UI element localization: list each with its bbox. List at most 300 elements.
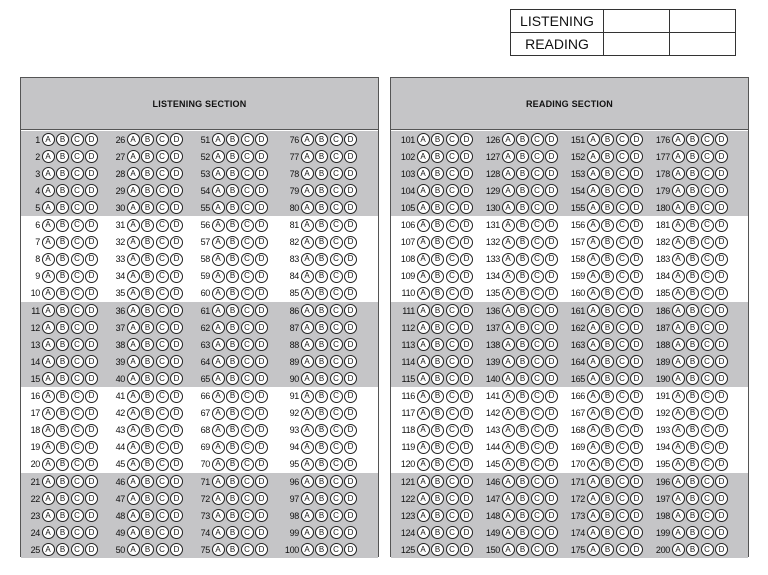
- answer-bubble-b[interactable]: B: [516, 150, 529, 163]
- answer-bubble-d[interactable]: D: [545, 424, 558, 437]
- answer-bubble-a[interactable]: A: [587, 236, 600, 249]
- answer-bubble-b[interactable]: B: [56, 201, 69, 214]
- answer-bubble-d[interactable]: D: [460, 509, 473, 522]
- answer-bubble-d[interactable]: D: [715, 492, 728, 505]
- answer-bubble-c[interactable]: C: [156, 304, 169, 317]
- answer-bubble-a[interactable]: A: [127, 167, 140, 180]
- answer-bubble-a[interactable]: A: [672, 338, 685, 351]
- answer-bubble-a[interactable]: A: [502, 424, 515, 437]
- answer-bubble-b[interactable]: B: [686, 167, 699, 180]
- answer-bubble-c[interactable]: C: [531, 133, 544, 146]
- answer-bubble-a[interactable]: A: [672, 492, 685, 505]
- answer-bubble-c[interactable]: C: [531, 441, 544, 454]
- answer-bubble-b[interactable]: B: [315, 509, 328, 522]
- answer-bubble-b[interactable]: B: [431, 543, 444, 556]
- answer-bubble-c[interactable]: C: [616, 287, 629, 300]
- answer-bubble-c[interactable]: C: [446, 543, 459, 556]
- answer-bubble-d[interactable]: D: [460, 167, 473, 180]
- answer-bubble-c[interactable]: C: [330, 219, 343, 232]
- answer-bubble-c[interactable]: C: [241, 509, 254, 522]
- answer-bubble-a[interactable]: A: [417, 390, 430, 403]
- answer-bubble-a[interactable]: A: [417, 219, 430, 232]
- answer-bubble-b[interactable]: B: [516, 304, 529, 317]
- answer-bubble-c[interactable]: C: [701, 167, 714, 180]
- answer-bubble-d[interactable]: D: [715, 407, 728, 420]
- answer-bubble-b[interactable]: B: [601, 184, 614, 197]
- answer-bubble-d[interactable]: D: [715, 270, 728, 283]
- answer-bubble-a[interactable]: A: [502, 167, 515, 180]
- answer-bubble-a[interactable]: A: [301, 304, 314, 317]
- answer-bubble-c[interactable]: C: [616, 201, 629, 214]
- answer-bubble-d[interactable]: D: [255, 236, 268, 249]
- answer-bubble-d[interactable]: D: [344, 150, 357, 163]
- answer-bubble-c[interactable]: C: [156, 219, 169, 232]
- answer-bubble-b[interactable]: B: [601, 201, 614, 214]
- answer-bubble-c[interactable]: C: [71, 492, 84, 505]
- answer-bubble-c[interactable]: C: [616, 270, 629, 283]
- answer-bubble-b[interactable]: B: [226, 338, 239, 351]
- answer-bubble-a[interactable]: A: [42, 270, 55, 283]
- answer-bubble-c[interactable]: C: [531, 304, 544, 317]
- answer-bubble-b[interactable]: B: [315, 372, 328, 385]
- answer-bubble-a[interactable]: A: [42, 355, 55, 368]
- answer-bubble-b[interactable]: B: [56, 321, 69, 334]
- answer-bubble-b[interactable]: B: [315, 270, 328, 283]
- answer-bubble-a[interactable]: A: [587, 201, 600, 214]
- answer-bubble-c[interactable]: C: [71, 526, 84, 539]
- answer-bubble-c[interactable]: C: [71, 407, 84, 420]
- answer-bubble-a[interactable]: A: [417, 321, 430, 334]
- answer-bubble-a[interactable]: A: [672, 287, 685, 300]
- answer-bubble-b[interactable]: B: [56, 287, 69, 300]
- answer-bubble-a[interactable]: A: [212, 184, 225, 197]
- answer-bubble-c[interactable]: C: [330, 526, 343, 539]
- answer-bubble-c[interactable]: C: [446, 492, 459, 505]
- answer-bubble-b[interactable]: B: [56, 167, 69, 180]
- answer-bubble-c[interactable]: C: [531, 184, 544, 197]
- answer-bubble-a[interactable]: A: [502, 492, 515, 505]
- answer-bubble-c[interactable]: C: [616, 253, 629, 266]
- answer-bubble-b[interactable]: B: [315, 184, 328, 197]
- answer-bubble-a[interactable]: A: [301, 475, 314, 488]
- answer-bubble-d[interactable]: D: [460, 458, 473, 471]
- answer-bubble-d[interactable]: D: [630, 338, 643, 351]
- answer-bubble-d[interactable]: D: [255, 458, 268, 471]
- answer-bubble-b[interactable]: B: [601, 390, 614, 403]
- answer-bubble-a[interactable]: A: [417, 253, 430, 266]
- answer-bubble-a[interactable]: A: [417, 270, 430, 283]
- answer-bubble-a[interactable]: A: [502, 458, 515, 471]
- answer-bubble-b[interactable]: B: [601, 355, 614, 368]
- answer-bubble-b[interactable]: B: [686, 201, 699, 214]
- answer-bubble-b[interactable]: B: [141, 475, 154, 488]
- answer-bubble-d[interactable]: D: [545, 475, 558, 488]
- answer-bubble-d[interactable]: D: [545, 167, 558, 180]
- answer-bubble-b[interactable]: B: [601, 492, 614, 505]
- answer-bubble-d[interactable]: D: [170, 509, 183, 522]
- answer-bubble-c[interactable]: C: [330, 338, 343, 351]
- answer-bubble-a[interactable]: A: [301, 424, 314, 437]
- answer-bubble-d[interactable]: D: [460, 355, 473, 368]
- answer-bubble-d[interactable]: D: [255, 390, 268, 403]
- answer-bubble-b[interactable]: B: [431, 390, 444, 403]
- answer-bubble-b[interactable]: B: [56, 338, 69, 351]
- answer-bubble-b[interactable]: B: [686, 390, 699, 403]
- answer-bubble-d[interactable]: D: [344, 372, 357, 385]
- answer-bubble-c[interactable]: C: [701, 338, 714, 351]
- answer-bubble-b[interactable]: B: [686, 338, 699, 351]
- answer-bubble-c[interactable]: C: [531, 219, 544, 232]
- answer-bubble-c[interactable]: C: [241, 372, 254, 385]
- answer-bubble-c[interactable]: C: [446, 133, 459, 146]
- answer-bubble-a[interactable]: A: [502, 133, 515, 146]
- answer-bubble-c[interactable]: C: [446, 150, 459, 163]
- answer-bubble-c[interactable]: C: [156, 133, 169, 146]
- answer-bubble-b[interactable]: B: [686, 150, 699, 163]
- answer-bubble-a[interactable]: A: [502, 287, 515, 300]
- answer-bubble-b[interactable]: B: [431, 304, 444, 317]
- answer-bubble-b[interactable]: B: [516, 424, 529, 437]
- answer-bubble-c[interactable]: C: [330, 236, 343, 249]
- answer-bubble-d[interactable]: D: [85, 407, 98, 420]
- answer-bubble-b[interactable]: B: [686, 372, 699, 385]
- answer-bubble-a[interactable]: A: [672, 355, 685, 368]
- answer-bubble-c[interactable]: C: [531, 150, 544, 163]
- answer-bubble-a[interactable]: A: [301, 321, 314, 334]
- answer-bubble-a[interactable]: A: [127, 304, 140, 317]
- answer-bubble-d[interactable]: D: [85, 424, 98, 437]
- answer-bubble-b[interactable]: B: [315, 219, 328, 232]
- answer-bubble-b[interactable]: B: [141, 321, 154, 334]
- answer-bubble-d[interactable]: D: [344, 407, 357, 420]
- answer-bubble-a[interactable]: A: [587, 543, 600, 556]
- answer-bubble-c[interactable]: C: [330, 492, 343, 505]
- answer-bubble-a[interactable]: A: [587, 338, 600, 351]
- answer-bubble-b[interactable]: B: [686, 219, 699, 232]
- answer-bubble-c[interactable]: C: [241, 304, 254, 317]
- answer-bubble-d[interactable]: D: [85, 184, 98, 197]
- answer-bubble-c[interactable]: C: [330, 543, 343, 556]
- answer-bubble-a[interactable]: A: [301, 441, 314, 454]
- answer-bubble-a[interactable]: A: [672, 167, 685, 180]
- answer-bubble-c[interactable]: C: [71, 458, 84, 471]
- answer-bubble-b[interactable]: B: [315, 492, 328, 505]
- answer-bubble-a[interactable]: A: [672, 133, 685, 146]
- answer-bubble-a[interactable]: A: [502, 526, 515, 539]
- answer-bubble-d[interactable]: D: [715, 441, 728, 454]
- answer-bubble-a[interactable]: A: [587, 509, 600, 522]
- answer-bubble-a[interactable]: A: [127, 201, 140, 214]
- answer-bubble-a[interactable]: A: [212, 407, 225, 420]
- answer-bubble-a[interactable]: A: [587, 458, 600, 471]
- answer-bubble-b[interactable]: B: [516, 355, 529, 368]
- answer-bubble-c[interactable]: C: [330, 321, 343, 334]
- answer-bubble-d[interactable]: D: [85, 338, 98, 351]
- answer-bubble-d[interactable]: D: [170, 253, 183, 266]
- answer-bubble-d[interactable]: D: [460, 133, 473, 146]
- answer-bubble-c[interactable]: C: [156, 321, 169, 334]
- answer-bubble-c[interactable]: C: [701, 355, 714, 368]
- answer-bubble-c[interactable]: C: [330, 441, 343, 454]
- answer-bubble-b[interactable]: B: [141, 184, 154, 197]
- answer-bubble-b[interactable]: B: [141, 150, 154, 163]
- answer-bubble-b[interactable]: B: [315, 475, 328, 488]
- answer-bubble-c[interactable]: C: [156, 543, 169, 556]
- answer-bubble-c[interactable]: C: [71, 372, 84, 385]
- answer-bubble-d[interactable]: D: [255, 150, 268, 163]
- answer-bubble-c[interactable]: C: [616, 441, 629, 454]
- answer-bubble-a[interactable]: A: [417, 184, 430, 197]
- answer-bubble-c[interactable]: C: [446, 458, 459, 471]
- answer-bubble-d[interactable]: D: [344, 167, 357, 180]
- answer-bubble-c[interactable]: C: [330, 475, 343, 488]
- answer-bubble-a[interactable]: A: [301, 526, 314, 539]
- answer-bubble-b[interactable]: B: [601, 338, 614, 351]
- answer-bubble-b[interactable]: B: [686, 355, 699, 368]
- answer-bubble-c[interactable]: C: [616, 509, 629, 522]
- answer-bubble-b[interactable]: B: [431, 526, 444, 539]
- answer-bubble-a[interactable]: A: [42, 441, 55, 454]
- answer-bubble-b[interactable]: B: [516, 253, 529, 266]
- answer-bubble-d[interactable]: D: [85, 133, 98, 146]
- answer-bubble-b[interactable]: B: [56, 543, 69, 556]
- answer-bubble-d[interactable]: D: [344, 253, 357, 266]
- answer-bubble-b[interactable]: B: [141, 543, 154, 556]
- answer-bubble-c[interactable]: C: [701, 253, 714, 266]
- answer-bubble-a[interactable]: A: [587, 133, 600, 146]
- answer-bubble-d[interactable]: D: [630, 287, 643, 300]
- answer-bubble-b[interactable]: B: [226, 321, 239, 334]
- answer-bubble-a[interactable]: A: [42, 236, 55, 249]
- answer-bubble-d[interactable]: D: [715, 304, 728, 317]
- answer-bubble-b[interactable]: B: [56, 304, 69, 317]
- answer-bubble-c[interactable]: C: [241, 236, 254, 249]
- answer-bubble-c[interactable]: C: [531, 407, 544, 420]
- answer-bubble-c[interactable]: C: [330, 509, 343, 522]
- answer-bubble-d[interactable]: D: [255, 355, 268, 368]
- answer-bubble-a[interactable]: A: [42, 424, 55, 437]
- answer-bubble-a[interactable]: A: [672, 424, 685, 437]
- answer-bubble-a[interactable]: A: [587, 390, 600, 403]
- answer-bubble-b[interactable]: B: [516, 509, 529, 522]
- answer-bubble-a[interactable]: A: [417, 338, 430, 351]
- answer-bubble-b[interactable]: B: [601, 458, 614, 471]
- answer-bubble-c[interactable]: C: [71, 167, 84, 180]
- answer-bubble-d[interactable]: D: [460, 407, 473, 420]
- answer-bubble-a[interactable]: A: [587, 526, 600, 539]
- answer-bubble-d[interactable]: D: [170, 150, 183, 163]
- answer-bubble-a[interactable]: A: [212, 390, 225, 403]
- answer-bubble-b[interactable]: B: [56, 441, 69, 454]
- answer-bubble-d[interactable]: D: [255, 407, 268, 420]
- answer-bubble-c[interactable]: C: [701, 321, 714, 334]
- answer-bubble-c[interactable]: C: [446, 372, 459, 385]
- answer-bubble-d[interactable]: D: [630, 184, 643, 197]
- answer-bubble-d[interactable]: D: [460, 287, 473, 300]
- answer-bubble-b[interactable]: B: [56, 150, 69, 163]
- answer-bubble-c[interactable]: C: [531, 287, 544, 300]
- answer-bubble-d[interactable]: D: [460, 304, 473, 317]
- answer-bubble-b[interactable]: B: [226, 509, 239, 522]
- answer-bubble-b[interactable]: B: [601, 543, 614, 556]
- answer-bubble-a[interactable]: A: [502, 219, 515, 232]
- answer-bubble-c[interactable]: C: [446, 219, 459, 232]
- answer-bubble-c[interactable]: C: [616, 424, 629, 437]
- answer-bubble-b[interactable]: B: [431, 458, 444, 471]
- answer-bubble-d[interactable]: D: [85, 441, 98, 454]
- answer-bubble-a[interactable]: A: [672, 390, 685, 403]
- answer-bubble-a[interactable]: A: [502, 321, 515, 334]
- answer-bubble-d[interactable]: D: [344, 424, 357, 437]
- answer-bubble-c[interactable]: C: [616, 543, 629, 556]
- answer-bubble-b[interactable]: B: [315, 167, 328, 180]
- answer-bubble-c[interactable]: C: [71, 475, 84, 488]
- answer-bubble-a[interactable]: A: [301, 407, 314, 420]
- answer-bubble-b[interactable]: B: [315, 133, 328, 146]
- answer-bubble-b[interactable]: B: [516, 372, 529, 385]
- answer-bubble-c[interactable]: C: [446, 304, 459, 317]
- answer-bubble-b[interactable]: B: [141, 441, 154, 454]
- answer-bubble-d[interactable]: D: [545, 509, 558, 522]
- answer-bubble-a[interactable]: A: [502, 390, 515, 403]
- answer-bubble-b[interactable]: B: [601, 441, 614, 454]
- answer-bubble-d[interactable]: D: [715, 287, 728, 300]
- answer-bubble-d[interactable]: D: [630, 441, 643, 454]
- answer-bubble-b[interactable]: B: [686, 287, 699, 300]
- answer-bubble-c[interactable]: C: [701, 287, 714, 300]
- answer-bubble-d[interactable]: D: [715, 509, 728, 522]
- answer-bubble-d[interactable]: D: [344, 492, 357, 505]
- answer-bubble-a[interactable]: A: [502, 201, 515, 214]
- answer-bubble-b[interactable]: B: [516, 458, 529, 471]
- answer-bubble-d[interactable]: D: [545, 150, 558, 163]
- answer-bubble-a[interactable]: A: [42, 219, 55, 232]
- answer-bubble-d[interactable]: D: [460, 424, 473, 437]
- answer-bubble-b[interactable]: B: [601, 150, 614, 163]
- answer-bubble-d[interactable]: D: [630, 321, 643, 334]
- answer-bubble-d[interactable]: D: [460, 184, 473, 197]
- answer-bubble-b[interactable]: B: [516, 390, 529, 403]
- answer-bubble-a[interactable]: A: [587, 441, 600, 454]
- answer-bubble-a[interactable]: A: [301, 492, 314, 505]
- answer-bubble-b[interactable]: B: [141, 287, 154, 300]
- answer-bubble-a[interactable]: A: [212, 287, 225, 300]
- answer-bubble-a[interactable]: A: [212, 372, 225, 385]
- answer-bubble-a[interactable]: A: [672, 270, 685, 283]
- answer-bubble-a[interactable]: A: [502, 150, 515, 163]
- answer-bubble-a[interactable]: A: [212, 201, 225, 214]
- answer-bubble-a[interactable]: A: [301, 372, 314, 385]
- answer-bubble-c[interactable]: C: [156, 253, 169, 266]
- answer-bubble-c[interactable]: C: [531, 390, 544, 403]
- answer-bubble-d[interactable]: D: [545, 441, 558, 454]
- answer-bubble-a[interactable]: A: [417, 372, 430, 385]
- answer-bubble-b[interactable]: B: [431, 150, 444, 163]
- answer-bubble-b[interactable]: B: [315, 441, 328, 454]
- answer-bubble-d[interactable]: D: [85, 355, 98, 368]
- answer-bubble-a[interactable]: A: [502, 372, 515, 385]
- answer-bubble-b[interactable]: B: [141, 219, 154, 232]
- answer-bubble-b[interactable]: B: [226, 167, 239, 180]
- answer-bubble-d[interactable]: D: [545, 270, 558, 283]
- answer-bubble-a[interactable]: A: [672, 321, 685, 334]
- answer-bubble-c[interactable]: C: [156, 372, 169, 385]
- answer-bubble-b[interactable]: B: [226, 458, 239, 471]
- answer-bubble-d[interactable]: D: [255, 475, 268, 488]
- answer-bubble-b[interactable]: B: [56, 133, 69, 146]
- answer-bubble-c[interactable]: C: [156, 338, 169, 351]
- answer-bubble-d[interactable]: D: [630, 492, 643, 505]
- answer-bubble-b[interactable]: B: [601, 133, 614, 146]
- answer-bubble-d[interactable]: D: [344, 219, 357, 232]
- answer-bubble-a[interactable]: A: [417, 150, 430, 163]
- answer-bubble-b[interactable]: B: [315, 321, 328, 334]
- answer-bubble-b[interactable]: B: [141, 201, 154, 214]
- answer-bubble-c[interactable]: C: [446, 407, 459, 420]
- answer-bubble-a[interactable]: A: [301, 543, 314, 556]
- answer-bubble-a[interactable]: A: [502, 407, 515, 420]
- answer-bubble-d[interactable]: D: [545, 201, 558, 214]
- answer-bubble-d[interactable]: D: [630, 201, 643, 214]
- answer-bubble-b[interactable]: B: [686, 270, 699, 283]
- answer-bubble-c[interactable]: C: [531, 509, 544, 522]
- answer-bubble-a[interactable]: A: [587, 321, 600, 334]
- answer-bubble-c[interactable]: C: [156, 150, 169, 163]
- answer-bubble-d[interactable]: D: [630, 390, 643, 403]
- answer-bubble-d[interactable]: D: [630, 372, 643, 385]
- answer-bubble-c[interactable]: C: [616, 338, 629, 351]
- answer-bubble-b[interactable]: B: [686, 509, 699, 522]
- answer-bubble-a[interactable]: A: [587, 219, 600, 232]
- answer-bubble-c[interactable]: C: [156, 270, 169, 283]
- answer-bubble-a[interactable]: A: [212, 509, 225, 522]
- answer-bubble-a[interactable]: A: [127, 526, 140, 539]
- answer-bubble-b[interactable]: B: [601, 253, 614, 266]
- answer-bubble-d[interactable]: D: [85, 219, 98, 232]
- answer-bubble-d[interactable]: D: [255, 253, 268, 266]
- answer-bubble-a[interactable]: A: [127, 133, 140, 146]
- answer-bubble-d[interactable]: D: [545, 287, 558, 300]
- answer-bubble-d[interactable]: D: [170, 304, 183, 317]
- answer-bubble-c[interactable]: C: [531, 372, 544, 385]
- answer-bubble-c[interactable]: C: [71, 338, 84, 351]
- answer-bubble-a[interactable]: A: [417, 475, 430, 488]
- answer-bubble-a[interactable]: A: [417, 287, 430, 300]
- answer-bubble-c[interactable]: C: [330, 355, 343, 368]
- answer-bubble-c[interactable]: C: [241, 338, 254, 351]
- answer-bubble-b[interactable]: B: [226, 253, 239, 266]
- answer-bubble-a[interactable]: A: [212, 150, 225, 163]
- answer-bubble-d[interactable]: D: [460, 338, 473, 351]
- answer-bubble-a[interactable]: A: [502, 509, 515, 522]
- answer-bubble-b[interactable]: B: [431, 372, 444, 385]
- answer-bubble-a[interactable]: A: [587, 184, 600, 197]
- answer-bubble-d[interactable]: D: [170, 441, 183, 454]
- answer-bubble-a[interactable]: A: [127, 150, 140, 163]
- answer-bubble-a[interactable]: A: [502, 543, 515, 556]
- answer-bubble-d[interactable]: D: [715, 219, 728, 232]
- answer-bubble-b[interactable]: B: [141, 236, 154, 249]
- answer-bubble-c[interactable]: C: [241, 321, 254, 334]
- answer-bubble-b[interactable]: B: [431, 133, 444, 146]
- answer-bubble-a[interactable]: A: [672, 150, 685, 163]
- answer-bubble-d[interactable]: D: [255, 133, 268, 146]
- answer-bubble-b[interactable]: B: [601, 475, 614, 488]
- answer-bubble-d[interactable]: D: [460, 475, 473, 488]
- answer-bubble-a[interactable]: A: [42, 184, 55, 197]
- answer-bubble-c[interactable]: C: [531, 167, 544, 180]
- answer-bubble-a[interactable]: A: [42, 338, 55, 351]
